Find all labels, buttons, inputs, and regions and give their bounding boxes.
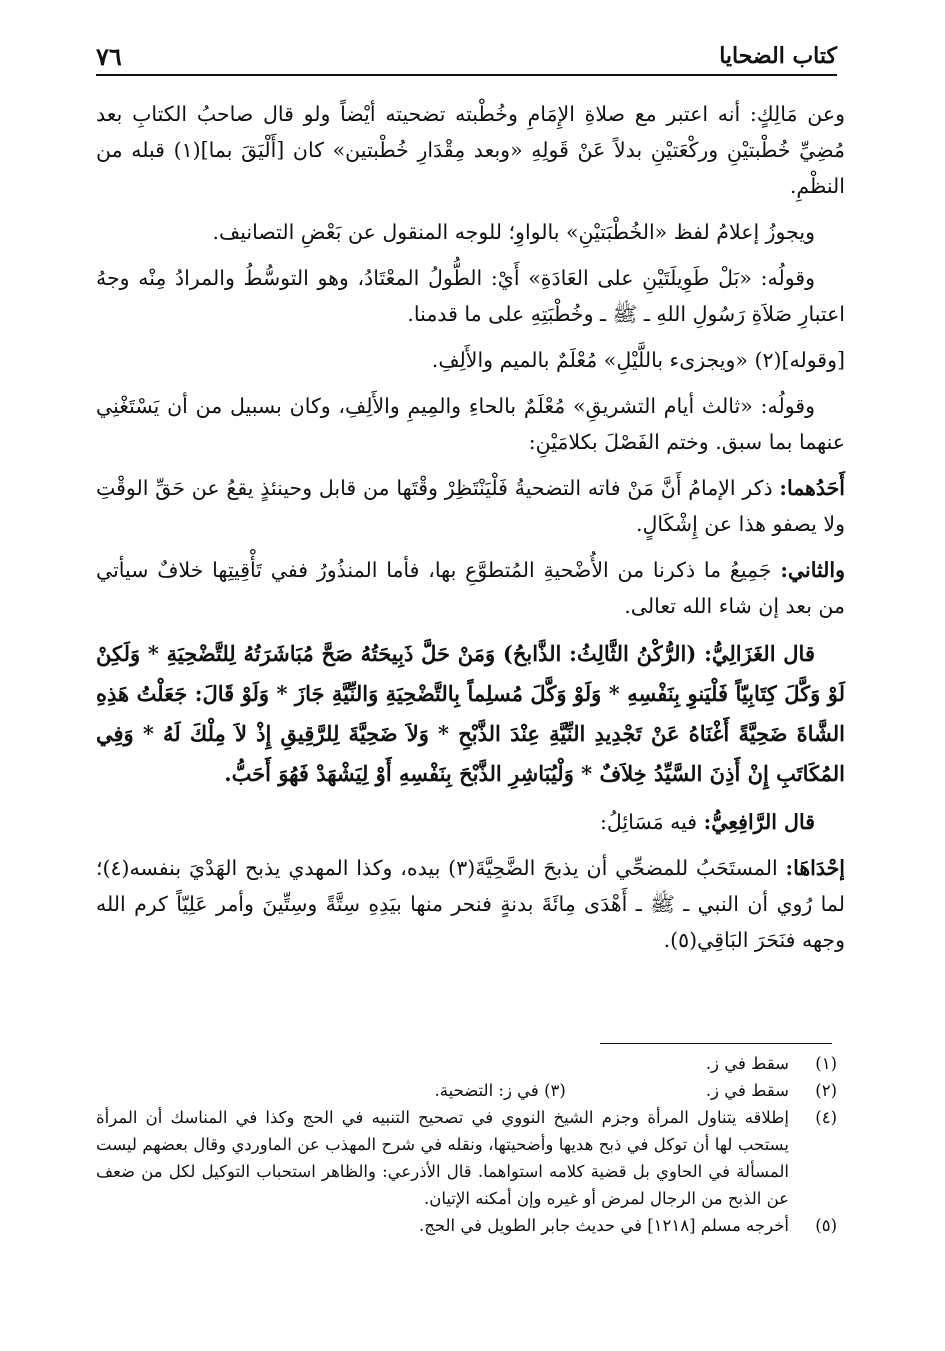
paragraph-first-issue	[96, 850, 845, 958]
footnote-number: (٥)	[815, 1216, 837, 1235]
second-remark-text: جَمِيعُ ما ذكرنا من الأُضْحيةِ المُتطوَّعِ بها، فأما المنذُورُ ففي تَأْقِيتِها خلافٌ سيأتي من بعد إن شاء الله تعالى.	[96, 558, 845, 618]
paragraph-ghazali	[96, 634, 845, 794]
paragraph-khutbatayn: ويجوزُ إعلامُ لفظ «الخُطْبَتيْنِ» بالواوِ؛ للوجه المنقول عن بَعْضِ التصانيف.	[212, 220, 815, 244]
footnote	[96, 1050, 837, 1077]
ghazali-text: (الرُّكْنُ الثَّالِثُ: الذَّابحُ) وَمَنْ حَلَّ ذَبِيحَتُهُ صَحَّ مُبَاشَرَتُهُ لِلتَّضْحِيَةِ * وَلَكِنْ لَوْ وَكَّلَ كِتَابِيّاً فَلْيَنوِ بِنَفْسِهِ * وَلَوْ وَكَّلَ مُسلِماً بِالتَّضْحِيَةِ وَالنِّيَّةِ جَازَ * وَلَوْ قَالَ: جَعَلْتُ هَذِهِ الشَّاةَ ضَحِيَّةً أَغْنَاهُ عَنْ تَجْدِيدِ النِّيَّةِ عِنْدَ الذَّبْحِ * وَلاَ ضَحِيَّةَ لِلرَّقِيقِ إِذْ لاَ مِلْكَ لَهُ * وَفِي المُكَاتَبِ إِنْ أَذِنَ السَّيِّدُ خِلاَفٌ * وَلْيُبَاشِرِ الذَّبْحَ بِنَفْسِهِ أَوْ لِيَشْهَدْ فَهُوَ أَحَبُّ.	[96, 641, 845, 786]
paragraph-layl: [وقوله](٢) «ويجزىء باللَّيْلِ» مُعْلَمٌ بالميم والأَلِفِ.	[431, 348, 845, 372]
footnote-text-pair	[96, 1077, 789, 1104]
paragraph-first-remark	[96, 470, 845, 542]
second-remark-lead: والثاني:	[780, 558, 845, 582]
chapter-title: كتاب الضحايا	[719, 43, 837, 69]
footnotes	[96, 1050, 837, 1239]
footnote-text: أخرجه مسلم [١٢١٨] في حديث جابر الطويل في الحج.	[418, 1216, 789, 1235]
paragraph-malik: وعن مَالِكٍ: أنه اعتبر مع صلاةِ الإِمَامِ وخُطْبته تضحيته أيْضاً ولو قال صاحبُ الكتابِ بعد مُضِيِّ خُطْبتيْنِ وركْعَتيْنِ بدلاً عَنْ قَولِهِ «وبعد مِقْدَارِ خُطْبتين» كان [أَلْيَقَ بما](١) قبله من النظْمِ.	[96, 102, 845, 198]
rafii-text: فيه مَسَائِلُ:	[599, 810, 704, 834]
page-number: ٧٦	[96, 41, 122, 71]
footnote	[96, 1104, 837, 1212]
footnote-separator	[600, 1043, 832, 1044]
footnote-number: (٤)	[815, 1108, 837, 1127]
paragraph-second-remark	[96, 552, 845, 624]
main-text	[96, 96, 845, 968]
footnote-text: في ز: التضحية.	[434, 1081, 539, 1100]
first-remark-text: ذكر الإمامُ أَنَّ مَنْ فاته التضحيةُ فَلْيَنْتَظِرْ وقْتَها من قابل وحينئذٍ يقعُ عن حَقِّ الوقْتِ ولا يصفو هذا عن إِشْكَالٍ.	[96, 476, 845, 536]
footnote-number: (٢)	[815, 1081, 837, 1100]
footnote	[96, 1212, 837, 1239]
first-issue-lead: إحْدَاهَا:	[785, 856, 845, 880]
paragraph-tawilatayn: وقولُه: «بَلْ طَوِيلَتَيْنِ على العَادَةِ» أَيْ: الطُّولُ المعْتَادُ، وهو التوسُّطُ والمرادُ مِنْه وجهُ اعتبارِ صَلاَةِ رَسُولِ اللهِ ـ ﷺ ـ وخُطْبَتِهِ على ما قدمنا.	[96, 266, 845, 326]
footnote	[96, 1077, 837, 1104]
paragraph-tashriq: وقولُه: «ثالث أيام التشريقِ» مُعْلَمٌ بالحاءِ والمِيمِ والأَلِفِ، وكان بسبيل من أن يَسْتَغْنِي عنهما بما سبق. وختم الفَصْلَ بكلامَيْنِ:	[96, 394, 845, 454]
paragraph-rafii	[96, 804, 845, 840]
footnote-number: (٣)	[544, 1081, 566, 1100]
footnote-text: إطلاقه يتناول المرأة وجزم الشيخ النووي في تصحيح التنبيه في الحج وكذا في المناسك أن المرأة يستحب لها أن توكل في ذبح هديها وأضحيتها، ونقله في شرح المهذب عن الماوردي وقال بعضهم ليست المسألة في الحاوي بل قضية كلامه استواهما. قال الأذرعي: والظاهر استحباب التوكيل لكل من ضعف عن الذبح من الرجال لمرض أو غيره وإن أمكنه الإتيان.	[96, 1108, 789, 1208]
footnote-number: (١)	[815, 1054, 837, 1073]
footnote-text: سقط في ز.	[705, 1054, 789, 1073]
first-issue-text: المستَحَبُ للمضحِّي أن يذبحَ الضَّحِيَّةَ(٣) بيده، وكذا المهدي يذبح الهَدْيَ بنفسه(٤)؛ لما رُوي أن النبي ـ ﷺ ـ أَهْدَى مِائَةَ بدنةٍ فنحر منها بيَدِهِ سِتَّةً وسِتِّينَ وأمر عَلِيّاً كرم الله وجهه فنَحَرَ البَاقِي(٥).	[96, 856, 845, 952]
first-remark-lead: أَحَدُهما:	[779, 476, 845, 500]
footnote-text: سقط في ز.	[705, 1081, 789, 1100]
running-header	[96, 38, 837, 76]
ghazali-lead: قال الغَزَالِيُّ:	[704, 641, 815, 666]
rafii-lead: قال الرَّافِعِيُّ:	[703, 810, 815, 834]
